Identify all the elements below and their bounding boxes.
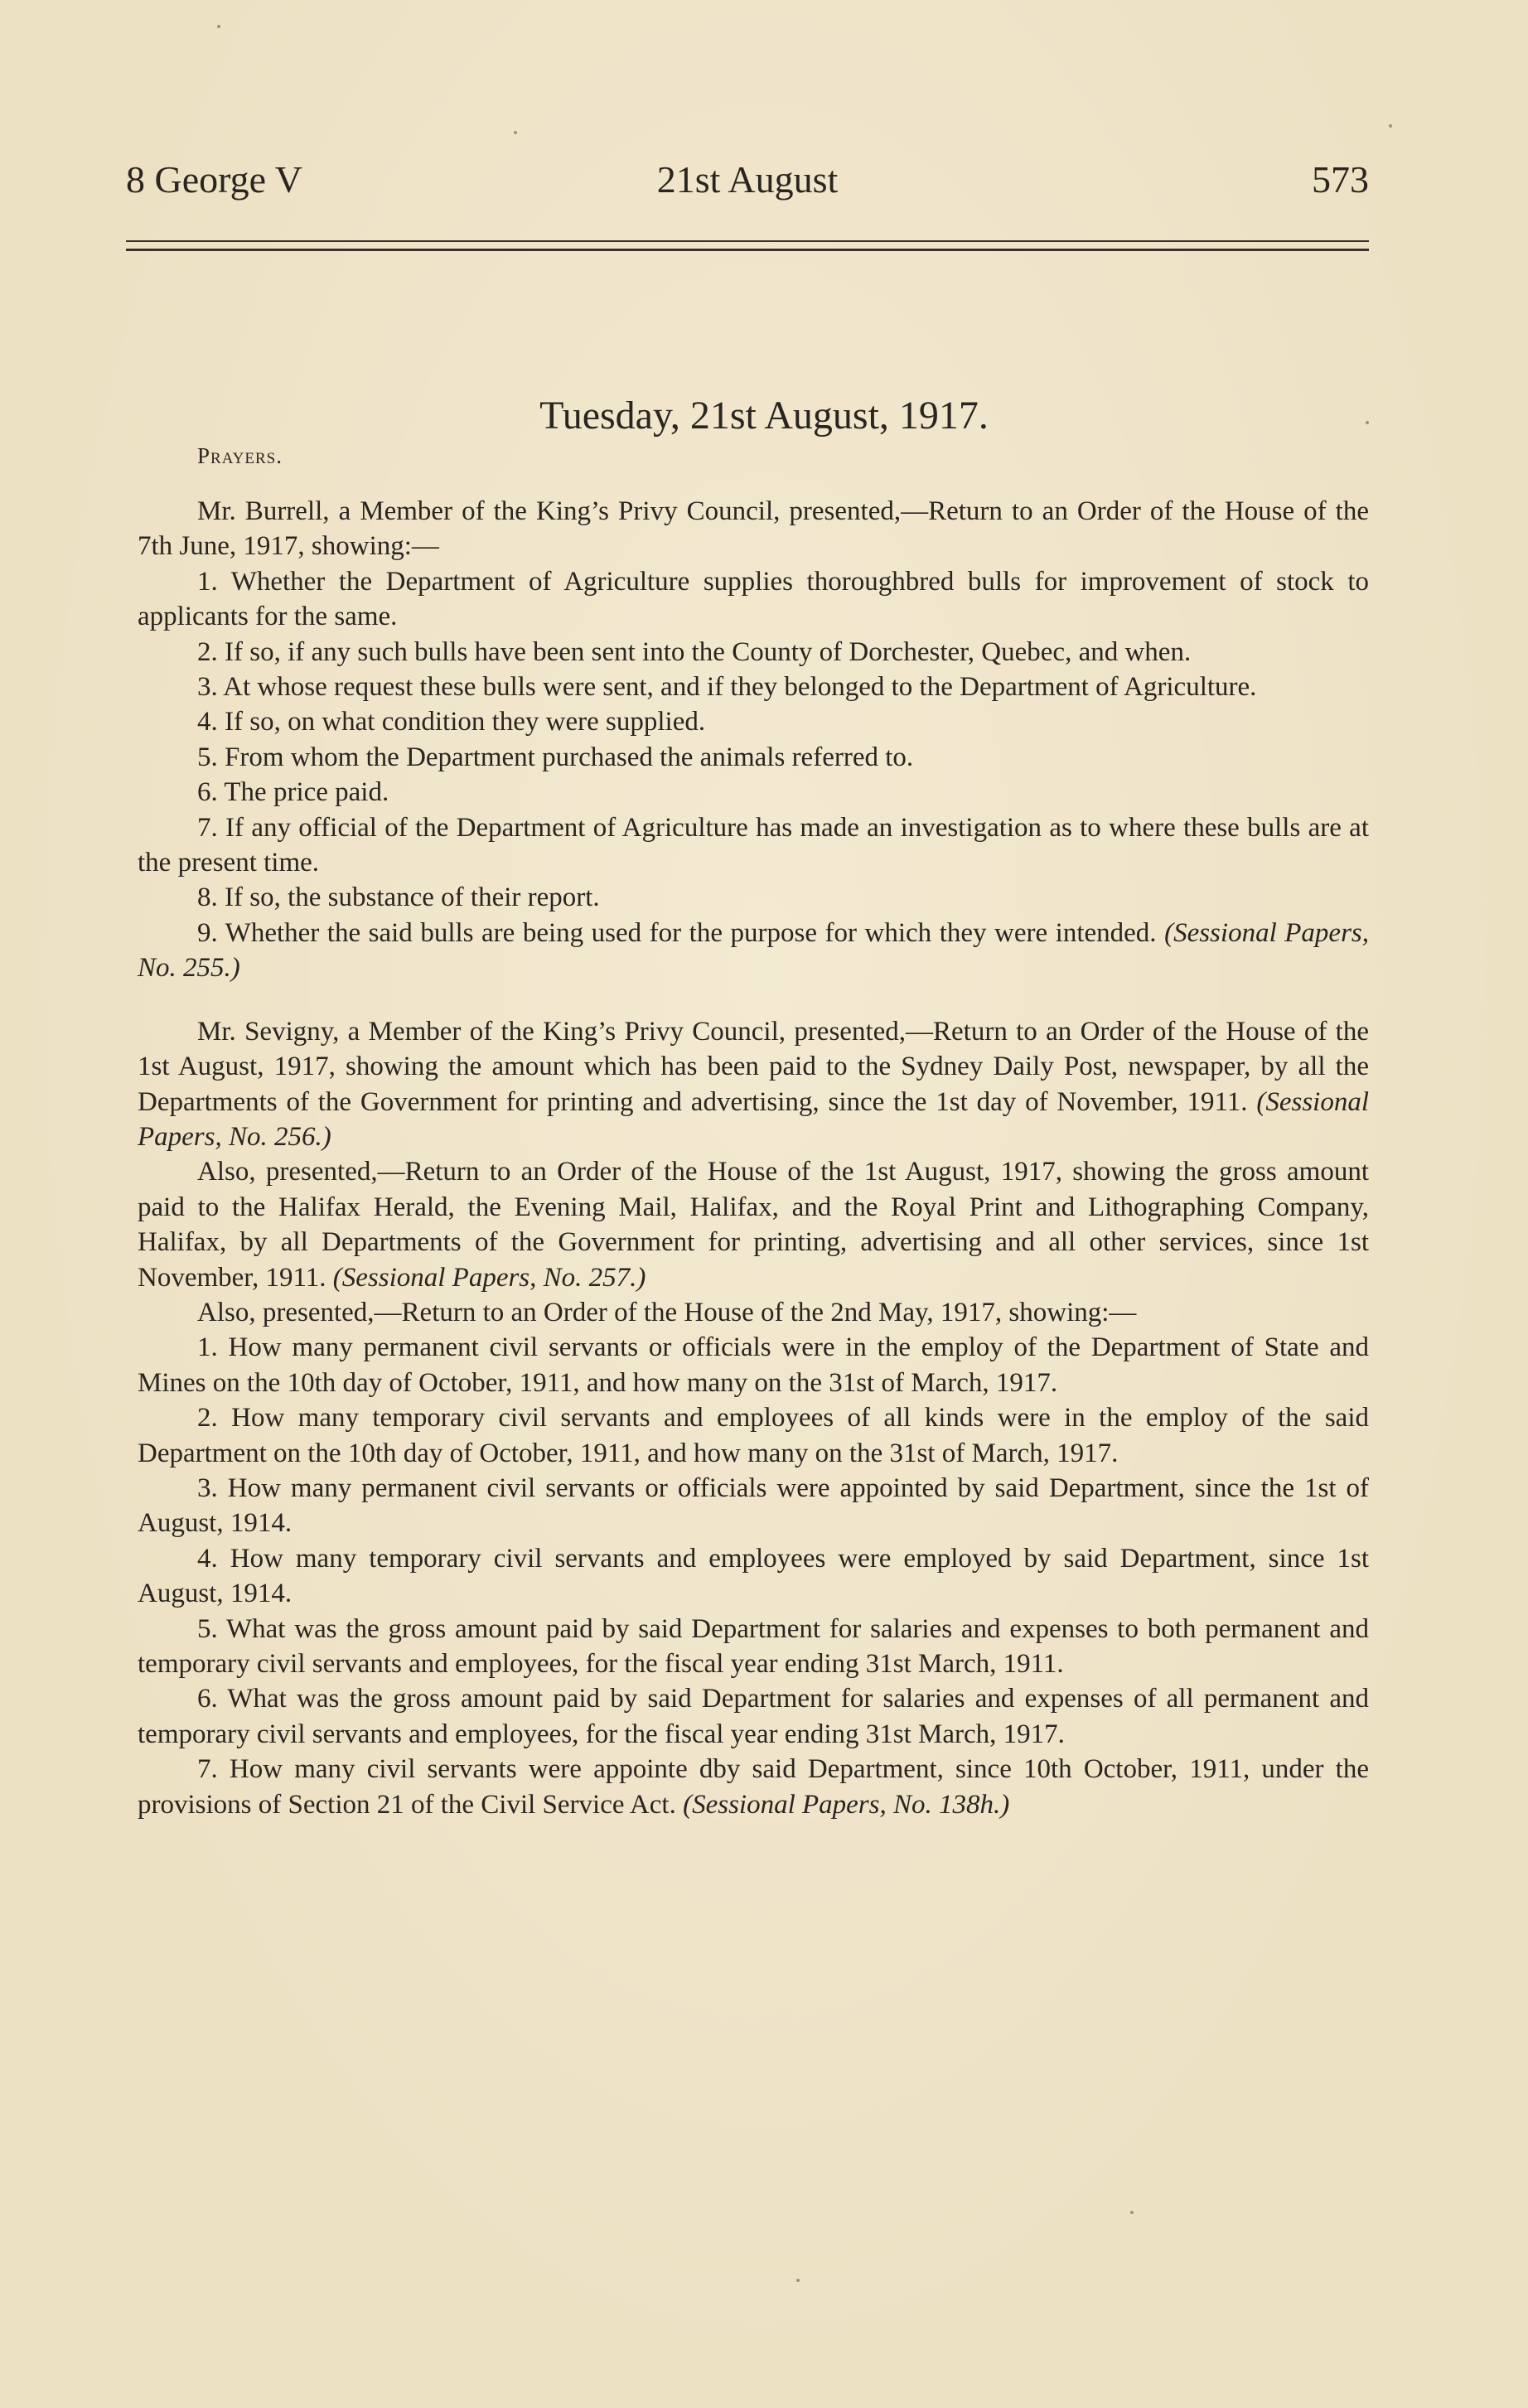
journal-paragraph — [138, 1295, 1369, 1330]
header-rule-thick — [126, 249, 1369, 251]
paragraph-text: 6. The price paid. — [197, 777, 389, 808]
header-rule-thin — [126, 240, 1369, 242]
journal-paragraph — [138, 880, 1369, 915]
journal-paragraph — [138, 1752, 1369, 1822]
journal-paragraph — [138, 1681, 1369, 1752]
paragraph-text: 1. How many permanent civil servants or officials were in the employ of the Department of State and Mines on the 10th day of October, 1911, and how many on the 31st of March, 1917. — [138, 1332, 1369, 1398]
paragraph-text: 6. What was the gross amount paid by said Department for salaries and expenses of all permanent and temporary civil servants and employees, for the fiscal year ending 31st March, 1917. — [138, 1684, 1369, 1749]
paragraph-text: 2. If so, if any such bulls have been sent into the County of Dorchester, Quebec, and when. — [197, 636, 1192, 667]
paragraph-text: Also, presented,—Return to an Order of the House of the 1st August, 1917, showing the gross amount paid to the Halifax Herald, the Evening Mail, Halifax, and the Royal Print and Lithographing Company, Halifax, by all Departments of the Government for printing, advertising and all other services, since 1st November, 1911. — [138, 1157, 1369, 1293]
paragraph-text: Also, presented,—Return to an Order of the House of the 2nd May, 1917, showing:— — [197, 1297, 1137, 1327]
journal-paragraph — [138, 1330, 1369, 1400]
paragraph-text: Mr. Burrell, a Member of the King’s Privy Council, presented,—Return to an Order of the House of the 7th June, 1917, showing:— — [138, 496, 1369, 562]
journal-paragraph — [138, 670, 1369, 704]
paragraph-text: 7. If any official of the Department of Agriculture has made an investigation as to where these bulls are at the present time. — [138, 812, 1369, 878]
journal-paragraph — [138, 810, 1369, 881]
sessional-papers-reference: (Sessional Papers, No. 256.) — [138, 1086, 1370, 1152]
prayers-label: Prayers. — [197, 443, 283, 468]
paragraph-text: 1. Whether the Department of Agriculture supplies thoroughbred bulls for improvement of stock to applicants for the same. — [138, 566, 1369, 632]
paragraph-text: 9. Whether the said bulls are being used for the purpose for which they were intended. — [197, 917, 1157, 948]
regnal-year: 8 George V — [126, 158, 302, 201]
paper-speck — [1389, 124, 1392, 128]
paragraph-text: 3. How many permanent civil servants or officials were appointed by said Department, since the 1st of August, 1914. — [138, 1472, 1369, 1539]
journal-paragraph — [138, 635, 1369, 670]
paragraph-text: Mr. Sevigny, a Member of the King’s Privy Council, presented,—Return to an Order of the House of the 1st August, 1917, showing the amount which has been paid to the Sydney Daily Post, newspaper, by all the Departments of the Government for printing and advertising, since the 1st day of November, 1911. — [138, 1016, 1369, 1117]
paper-speck — [796, 2279, 800, 2282]
sessional-papers-reference: (Sessional Papers, No. 257.) — [332, 1262, 646, 1293]
sessional-papers-reference: (Sessional Papers, No. 138h.) — [683, 1789, 1010, 1820]
paper-speck — [514, 131, 517, 134]
journal-paragraph — [138, 494, 1369, 564]
journal-paragraph — [138, 1541, 1369, 1612]
paragraph-text: 7. How many civil servants were appointe dby said Department, since 10th October, 1911, under the provisions of Section 21 of the Civil Service Act. — [138, 1754, 1369, 1820]
journal-paragraph — [138, 775, 1369, 810]
sessional-papers-reference: (Sessional Papers, No. 255.) — [138, 917, 1369, 984]
journal-body — [138, 494, 1369, 1822]
journal-paragraph — [138, 740, 1369, 775]
journal-paragraph — [138, 1612, 1369, 1682]
paragraph-text: 5. What was the gross amount paid by said Department for salaries and expenses to both permanent and temporary civil servants and employees, for the fiscal year ending 31st March, 1911. — [138, 1613, 1369, 1679]
paragraph-text: 3. At whose request these bulls were sent, and if they belonged to the Department of Agriculture. — [197, 672, 1257, 703]
paper-speck — [1366, 421, 1369, 424]
journal-paragraph — [138, 1400, 1369, 1471]
paragraph-text: 4. If so, on what condition they were supplied. — [197, 707, 706, 737]
paragraph-text: 2. How many temporary civil servants and employees of all kinds were in the employ of the said Department on the 10th day of October, 1911, and how many on the 31st of March, 1917. — [138, 1403, 1369, 1468]
journal-paragraph — [138, 1014, 1369, 1155]
paragraph-text: 5. From whom the Department purchased the animals referred to. — [197, 742, 914, 772]
paper-speck — [1130, 2211, 1134, 2214]
journal-paragraph — [138, 704, 1369, 739]
journal-paragraph — [138, 1154, 1369, 1295]
journal-paragraph — [138, 916, 1369, 986]
sitting-date-heading: Tuesday, 21st August, 1917. — [539, 394, 989, 438]
journal-paragraph — [138, 1471, 1369, 1541]
header-date: 21st August — [656, 158, 839, 201]
paper-speck — [217, 25, 220, 28]
paragraph-text: 4. How many temporary civil servants and employees were employed by said Department, since 1st August, 1914. — [138, 1543, 1369, 1609]
running-head — [126, 157, 1369, 215]
page-number: 573 — [1312, 158, 1369, 201]
journal-paragraph — [138, 564, 1369, 635]
paragraph-text: 8. If so, the substance of their report. — [197, 882, 600, 913]
